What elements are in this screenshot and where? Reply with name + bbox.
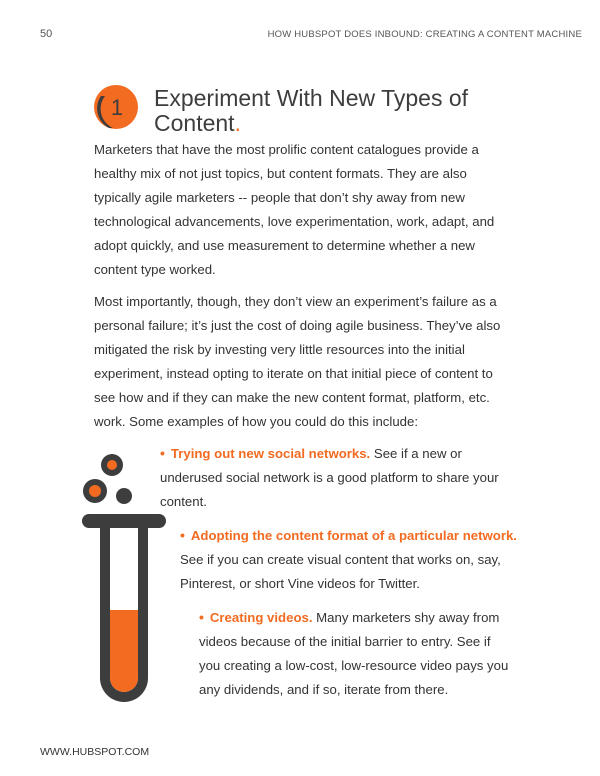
bullet-lead: Trying out new social networks. — [170, 446, 371, 461]
title-period: . — [234, 110, 241, 136]
bullet-lead: Adopting the content format of a particular network. — [190, 528, 517, 543]
bullet-text: See if you can create visual content that works on, say, Pinterest, or short Vine videos for Twitter. — [180, 552, 501, 591]
bullet-dot-icon: • — [180, 527, 185, 543]
section-title: Experiment With New Types of Content — [154, 85, 469, 136]
page-number: 50 — [40, 28, 53, 40]
section-number: 1 — [110, 95, 124, 120]
bullet-lead: Creating videos. — [209, 610, 313, 625]
paragraph-2: Most importantly, though, they don’t view an experiment’s failure as a personal failure; it’s just the cost of doing agile business. They’ve also mitigated the risk by investing very little resources into the initial experiment, instead opting to iterate on that initial piece of content to see how and if they can make the new content format, platform, etc. work. Some examples of how you could do this include: — [94, 294, 501, 429]
number-badge-icon — [93, 84, 139, 130]
section-heading — [154, 86, 534, 136]
bullet-item — [180, 523, 520, 596]
footer-url[interactable]: WWW.HUBSPOT.COM — [40, 746, 150, 758]
bullet-item — [160, 441, 510, 514]
bullet-dot-icon: • — [160, 445, 165, 461]
bullet-dot-icon: • — [199, 609, 204, 625]
running-header: HOW HUBSPOT DOES INBOUND: CREATING A CONTENT MACHINE — [267, 29, 582, 40]
bullet-text: See if a new or underused social network is a good platform to share your content. — [160, 446, 499, 509]
bullet-item — [199, 605, 509, 702]
bullet-text: Many marketers shy away from videos because of the initial barrier to entry. See if you creating a low-cost, low-resource video pays you any dividends, and if so, iterate from there. — [199, 610, 509, 697]
paragraph-1: Marketers that have the most prolific content catalogues provide a healthy mix of not just topics, but content formats. They are also typically agile marketers -- people that don’t shy away from new technological advancements, love experimentation, work, adapt, and adopt quickly, and use measurement to determine whether a new content type worked. — [94, 142, 495, 277]
